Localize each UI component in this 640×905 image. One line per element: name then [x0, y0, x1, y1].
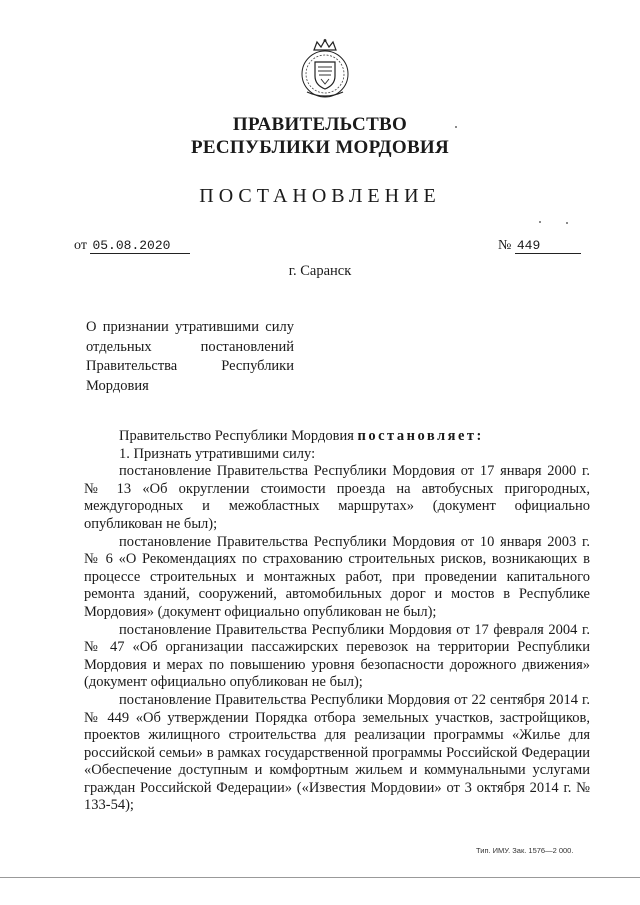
document-body [84, 428, 590, 815]
print-info: Тип. ИМУ. Зак. 1576—2 000. [476, 846, 574, 855]
government-title-line2: РЕСПУБЛИКИ МОРДОВИЯ [190, 137, 450, 158]
mordovia-coat-of-arms-icon [297, 38, 353, 100]
scan-speck [539, 221, 541, 223]
item-1: 1. Признать утратившими силу: [119, 445, 316, 462]
date-prefix: от [74, 238, 87, 253]
body-paragraph: постановление Правительства Республики Мордовия от 17 января 2000 г. № 13 «Об округлении стоимости проезда на автобусных пригородных, междугородных и межобластных маршрутах» (документ официально опубликован не был); [84, 463, 590, 532]
document-number [498, 238, 581, 254]
document-type: ПОСТАНОВЛЕНИЕ [199, 185, 441, 207]
body-paragraph: постановление Правительства Республики Мордовия от 10 января 2003 г. № 6 «О Рекомендациях по страхованию строительных рисков, возникающих в процессе строительных и монтажных работ, при проведении капитального ремонта зданий, сооружений, автомобильных дорог и мостов в Республике Мордовия» (документ официально опубликован не был); [84, 533, 590, 620]
number-value: 449 [515, 238, 581, 254]
body-paragraph: постановление Правительства Республики Мордовия от 17 февраля 2004 г. № 47 «Об организации пассажирских перевозок на территории Республики Мордовия и мерах по повышению уровня безопасности дорожного движения» (документ официально опубликован не был); [84, 621, 590, 691]
date-value: 05.08.2020 [90, 238, 190, 254]
body-paragraph: постановление Правительства Республики Мордовия от 22 сентября 2014 г. № 449 «Об утверждении Порядка отбора земельных участков, застройщиков, проектов жилищного строительства для реализации программы «Жилье для российской семьи» в рамках государственной программы Российской Федерации «Обеспечение доступным и комфортным жильем и коммунальными услугами граждан Российской Федерации» («Известия Мордовии» от 3 октября 2014 г. № 133-54); [84, 691, 590, 814]
number-prefix: № [498, 238, 512, 253]
intro-decree-word: постановляет: [357, 428, 484, 444]
intro-prefix: Правительство Республики Мордовия [119, 428, 354, 444]
document-subject: О признании утратившими силу отдельных постановлений Правительства Республики Мордовия [86, 319, 294, 394]
scan-speck [455, 126, 457, 128]
city: г. Саранск [288, 263, 352, 279]
government-title-line1: ПРАВИТЕЛЬСТВО [232, 114, 408, 135]
page-bottom-divider [0, 877, 640, 878]
document-date [74, 238, 190, 254]
scan-speck [566, 222, 568, 224]
intro-paragraph [84, 428, 590, 446]
